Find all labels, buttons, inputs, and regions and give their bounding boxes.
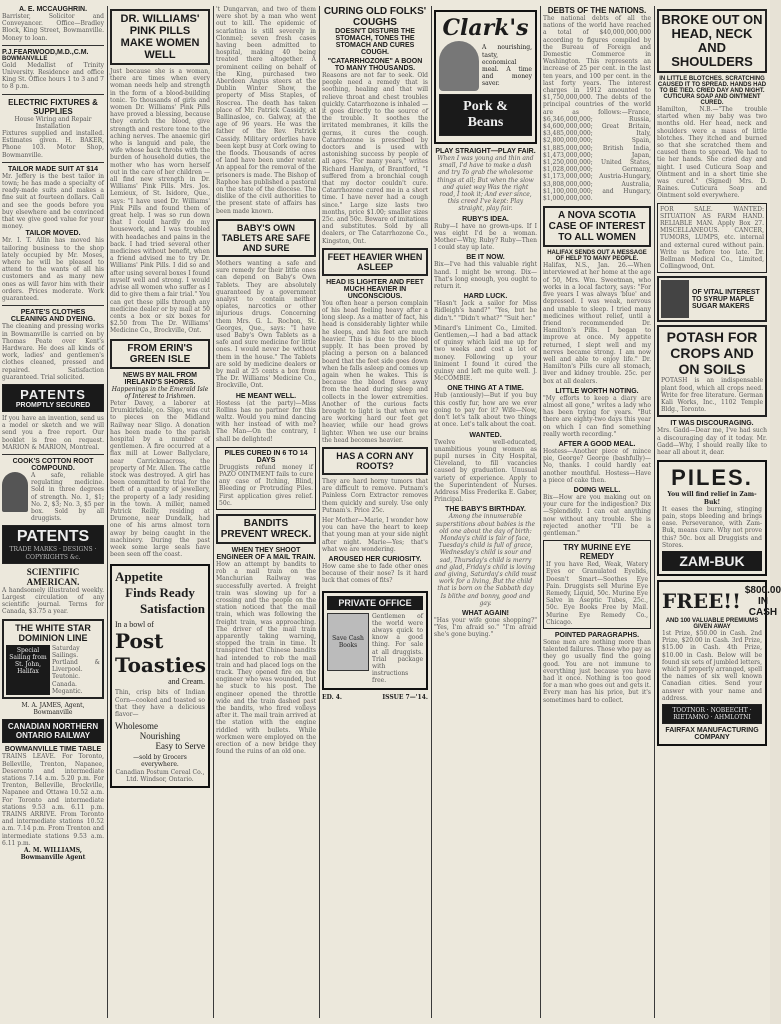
minard-ad: Minard's Liniment Co., Limited. Gentlemen,—I had a bad attack of quinsy which laid me up for two weeks and cost a lot of money. Following up your liniment I found it cured the quinsy and left me quite well. J. McCOMBIE. bbox=[434, 324, 537, 383]
pill-box-icon: Save Cash Books bbox=[327, 613, 369, 671]
agent-line: M. A. JAMES, Agent, Bowmanville bbox=[21, 702, 85, 717]
feet-sub: HEAD IS LIGHTER AND FEET MUCH HEAVIER IN UNCONSCIOUS. bbox=[326, 278, 424, 300]
doing-heading: DOING WELL. bbox=[573, 486, 621, 494]
column-1 bbox=[2, 6, 104, 1018]
small-ads-body: FOR SALE. WANTED: SITUATION AS FARM HAND. RELIABLE MAN. Apply Box 27. MISCELLANEOUS. CANCER, TUMORS, LUMPS, etc. internal and external cured without pain. Write us before too late. Dr. Bellman Medical Co., Limited, Collingwood, Ont. bbox=[660, 205, 764, 271]
electric-heading: ELECTRIC FIXTURES & SUPPLIES bbox=[8, 97, 98, 116]
postum-line-5: Post bbox=[115, 629, 164, 654]
pink-pills-headline: DR. WILLIAMS' PINK PILLS MAKE WOMEN WELL bbox=[120, 13, 200, 61]
doctor-heading: P.J.FEARWOOD,M.D.,C.M. bbox=[2, 48, 89, 56]
advert-body: Barrister, Solicitor and Conveyancer. Office—Bradley Block, King Street, Bowmanville. Money to loan. bbox=[2, 13, 104, 42]
prize-ad bbox=[657, 580, 781, 746]
pointed-body: Some men are nothing more than talented failures. Those who pay as they go usually find the going good. You are not immune to everything just because you have had it once. Nothing is too good for a man who goes out and gets it. Every man has his price, but it's sometimes hard to collect. bbox=[543, 639, 651, 704]
col4-misc: Her Mother—Marie, I wonder how you can have the heart to keep that young man at your side night after night. Marie—Yes; that's what we are wondering. bbox=[322, 516, 428, 553]
erin-body: Peter Davey, a laborer at Drumkirkdale, co. Sligo, was cut to pieces on the Midland Railway near Sligo. A donation has been made to the parish hospital by a number of gentlemen. A fire occurred at a flax mill at Lower Ballyclare, near Carrickmacross, the property of Mr. Allen. The cattle stock was destroyed. A girl has been committed to trial for the theft of a quantity of jewellery, the property of a lady residing in the town. A miller, named Patrick Reilly, residing at Drumone, near Dundalk, had one of his arms almost torn away by being caught in the machinery. During the past week some large seals have been seen off the coast. bbox=[110, 399, 210, 559]
edition-label: ED. 4. bbox=[322, 693, 343, 701]
erin-sub: NEWS BY MAIL FROM IRELAND'S SHORES. bbox=[122, 371, 198, 386]
column-6 bbox=[543, 6, 651, 1018]
col3-mid-heading: HE MEANT WELL. bbox=[235, 392, 297, 400]
coughs-sub: DOESN'T DISTURB THE STOMACH, TONES THE STOMACH AND CURES COUGH. bbox=[335, 28, 415, 56]
patents2-sub: TRADE MARKS · DESIGNS · COPYRIGHTS &c. bbox=[9, 546, 97, 561]
doctor-body: Gold Medallist of Trinity University. Residence and office King St. Office hours 1 to 3 and 7 to 8 p.m. bbox=[2, 61, 104, 91]
hard-heading: HARD LUCK. bbox=[463, 293, 508, 301]
clarks-product: Pork & Beans bbox=[463, 99, 508, 130]
piles-body: It eases the burning, stinging pain, stops bleeding and brings ease. Perseverance, with Zam-Buk, means cure. Why not prove this? 50c. box all Druggists and Stores. bbox=[662, 505, 762, 549]
ruby-heading: RUBY'S IDEA. bbox=[462, 215, 509, 223]
prize-body: 1st Prize, $50.00 in Cash. 2nd Prize, $20.00 in Cash. 3rd Prize, $15.00 in Cash. 4th Prize, $10.00 in Cash. Below will be found six sets of jumbled letters, which if properly arranged, spell the names of six well known Canadian cities. Send your answer with your name and address. bbox=[662, 629, 763, 702]
timetable-body: TRAINS LEAVE. For Toronto, Belleville, Trenton, Napanee, Deseronto and intermediate stations 7.14 a.m. 5.20 p.m. For Trenton, Belleville, Brockville, Napanee and Ottawa 10.52 a.m. For Toronto and intermediate stations 9.53 a.m. 6.11 p.m. TRAINS ARRIVE. From Toronto and intermediate stations 10.52 a.m. 7.14 p.m. From Trenton and intermediate stations 9.53 a.m. 6.11 p.m. bbox=[2, 753, 104, 847]
potash-ad bbox=[657, 325, 767, 417]
what-heading: WHAT AGAIN! bbox=[461, 609, 510, 617]
piles-heading: PILES. bbox=[671, 465, 753, 491]
cuticura-headline: BROKE OUT ON HEAD, NECK AND SHOULDERS bbox=[661, 12, 763, 69]
babys-own-box bbox=[216, 219, 316, 257]
play-body: When I was young and thin and small, I'd have to make a dash and try To grab the wholesome things at all; But when the slow and quiet way Was the right road, I took it; And ever since, this creed I've kept: Play straight, play fair. bbox=[437, 155, 534, 213]
tailor-heading: TAILOR MADE SUIT AT $14 bbox=[7, 165, 99, 173]
lost-body: Hostess—Another piece of mince pie, George? George (bashfully)—No, thanks. I could hardly eat another mouthful. Hostess—Have a piece of cake then. bbox=[543, 447, 651, 484]
chef-figure-icon bbox=[439, 41, 479, 91]
baby-heading: THE BABY'S BIRTHDAY. bbox=[445, 506, 526, 514]
private-office-ad bbox=[322, 591, 428, 690]
babys-own-body: Mothers wanting a safe and sure remedy for their little ones can depend on Baby's Own Tablets. They are absolutely guaranteed by a government analyst to contain neither opiates, narcotics or other injurious drugs. Concerning them Mrs. G. L. Rochon, St. Georges, Que., says: "I have used Baby's Own Tablets as a safe and sure medicine for little ones. I would never be without them in the house." The Tablets are sold by medicine dealers or by mail at 25 cents a box from The Dr. Williams' Medicine Co., Brockville, Ont. bbox=[216, 259, 316, 390]
one-heading: ONE THING AT A TIME. bbox=[447, 385, 524, 393]
coughs-headline: CURING OLD FOLKS' COUGHS bbox=[323, 6, 427, 28]
scientific-heading: SCIENTIFIC AMERICAN. bbox=[26, 566, 80, 587]
little-heading: LITTLE WORTH NOTING. bbox=[555, 387, 639, 395]
postum-maker: Canadian Postum Cereal Co., Ltd. Windsor, Ontario. bbox=[115, 768, 205, 783]
electric-sub: House Wiring and Repair Installation bbox=[14, 115, 92, 130]
clarks-ad bbox=[434, 10, 537, 144]
woman-portrait-icon bbox=[2, 472, 28, 512]
prize-amount: $800.00 IN CASH bbox=[744, 584, 781, 618]
column-2 bbox=[110, 6, 210, 1018]
nova-box bbox=[543, 206, 651, 247]
murine-heading: TRY MURINE EYE REMEDY bbox=[563, 543, 631, 562]
postum-line-6: Toasties bbox=[115, 653, 206, 678]
one-body: Hub (anxiously)—But if you buy this costly fur, how are we ever going to pay for it? Wife—Now, don't let's talk about two things at once. Let's talk about the coat. bbox=[434, 392, 537, 429]
column-rule bbox=[540, 6, 541, 1018]
zambuk-logo: ZAM-BUK bbox=[662, 551, 762, 571]
corn-box bbox=[322, 447, 428, 475]
play-heading: PLAY STRAIGHT—PLAY FAIR. bbox=[435, 148, 536, 155]
jumbled-text: TOOTNOR · NOBEECHT · RIETAMNO · AHMLOTNI bbox=[672, 706, 752, 722]
private-office-body: Gentlemen of the world were always quick to know a good thing. For sale at all druggists. Trial package with instructions free. bbox=[372, 612, 423, 685]
feet-headline: FEET HEAVIER WHEN ASLEEP bbox=[327, 251, 423, 272]
lost-heading: AFTER A GOOD MEAL. bbox=[558, 440, 636, 448]
patents-subtitle: PROMPTLY SECURED bbox=[15, 401, 91, 409]
cuticura-box bbox=[657, 9, 767, 73]
bandits-body: How an attempt by bandits to rob a mail train on the Manchurian Railway was successfully averted. A freight train was slowing up for a crossing and the people on the station noticed that the mail train, which was following the freight train, was approaching. The driver of the mail train apparently taking warning, stopped the train in time. It transpired that Chinese bandits had intended to rob the mail train and had placed logs on the track. They opened fire on the engineer who was wounded, but he stuck to his post. The engineer opened the throttle wide and the train dashed past the bandits, who fired volleys after it. The mail train arrived at the station with the engine riddled with bullets. While workmen were employed on the erection of a new bridge they found the ruins of an old one. bbox=[216, 560, 316, 756]
pointed-heading: POINTED PARAGRAPHS. bbox=[554, 632, 640, 640]
white-star-ad bbox=[2, 619, 104, 699]
postum-line-4: In a bowl of bbox=[115, 620, 154, 630]
electric-body: Fixtures supplied and installed. Estimates given. H. BAKER, Phone 103. Motor Shop, Bowmanville. bbox=[2, 130, 104, 159]
tailor-body: Mr. Jeffery is the best tailor in town; he has made a specialty of ready-made suits and makes a fine suit at fourteen dollars. Call and see the goods before you buy elsewhere and be convinced that we give good value for your money. bbox=[2, 172, 104, 231]
discouraging-body: Mrs. Gadd—Dear me, I've had such a discouraging day of it today. Mr. Gadd—Why, I should really like to hear all about it, dear. bbox=[657, 427, 767, 457]
corn-body: They are hard horny tumors that are difficult to remove. Putnam's Painless Corn Extractor removes them quickly and surely. Use only Putnam's. Price 25c. bbox=[322, 477, 428, 514]
issue-label: ISSUE 7—'14. bbox=[382, 693, 428, 701]
column-rule bbox=[107, 6, 108, 1018]
nova-headline: A NOVA SCOTIA CASE OF INTEREST TO ALL WOMEN bbox=[548, 210, 646, 244]
cook-heading: COOK'S COTTON ROOT COMPOUND. bbox=[12, 457, 94, 472]
patents-ad bbox=[2, 384, 104, 412]
postum-line-9: Nourishing bbox=[139, 731, 181, 742]
patents-body: If you have an invention, send us a model or sketch and we will send you a free report. Our booklet is free on request. MARION & MARION, Montreal. bbox=[2, 414, 104, 451]
syrup-heading: OF VITAL INTEREST TO SYRUP MAPLE SUGAR MAKERS bbox=[692, 288, 760, 310]
bandits-headline: BANDITS PREVENT WRECK. bbox=[220, 517, 312, 540]
patents-title: PATENTS bbox=[20, 386, 86, 402]
little-body: "My efforts to keep a diary are almost all gone," writes a lady who has been trying for years. "But there are eighty-two days this year on which I can find something really worth recording." bbox=[543, 394, 651, 438]
col3-mid-body: Hostess (at the party)—Miss Rollins has no partner for this waltz. Would you mind dancing with her instead of with me? The Man—On the contrary, I shall be delighted! bbox=[216, 399, 316, 443]
cook-body: A safe, reliable regulating medicine. Sold in three degrees of strength. No. 1, $1; No. 2, $3; No. 3, $5 per box. Sold by all druggists. bbox=[31, 471, 104, 523]
postum-body: Thin, crisp bits of Indian Corn—cooked and toasted so that they have a delicious flavor— bbox=[115, 689, 205, 718]
scientific-body: A handsomely illustrated weekly. Largest circulation of any scientific journal. Terms for Canada, $3.75 a year. bbox=[2, 586, 104, 616]
postum-line-2: Finds Ready bbox=[125, 585, 195, 601]
patents2-ad bbox=[2, 525, 104, 563]
column-7 bbox=[657, 6, 781, 1018]
clarks-can bbox=[439, 94, 532, 136]
prize-sub: AND 100 VALUABLE PREMIUMS GIVEN AWAY bbox=[665, 617, 759, 630]
jumbled-box bbox=[662, 704, 762, 724]
zambuk-ad bbox=[657, 460, 767, 576]
cuticura-sub: IN LITTLE BLOTCHES. SCRATCHING CAUSED IT TO SPREAD. HANDS HAD TO BE TIED. CRIED DAY AND NIGHT. CUTICURA SOAP AND OINTMENT CURED. bbox=[657, 76, 767, 106]
clarks-desc: A nourishing, tasty, economical meal. A time and money saver. bbox=[482, 44, 532, 88]
col3-small-ad-title: PILES CURED IN 6 TO 14 DAYS bbox=[224, 449, 308, 464]
small-ads-box bbox=[657, 203, 767, 274]
murine-ad bbox=[543, 540, 651, 629]
issue-line bbox=[322, 694, 428, 701]
bandits-box bbox=[216, 514, 316, 544]
syrup-ad bbox=[657, 276, 767, 322]
patents2-title: PATENTS bbox=[16, 528, 90, 546]
cnor-title: CANADIAN NORTHERN ONTARIO RAILWAY bbox=[7, 722, 99, 741]
postum-line-3: Satisfaction bbox=[140, 601, 205, 617]
williams-line: A. M. WILLIAMS, Bowmanville Agent bbox=[20, 847, 86, 862]
baby-body: Among the innumerable superstitions about babies is the old one about the day of birth: Monday's child is fair of face, Tuesday's child is full of grace, Wednesday's child is sour and sad, Thursday's child is merry and glad, Friday's child is loving and giving, Saturday's child must work for a living, But the child that is born on the Sabbath day Is blithe and bonny, good and gay. bbox=[434, 513, 537, 607]
wanted-heading: WANTED. bbox=[469, 431, 502, 439]
catarrh-headline: "CATARRHOZONE" A BOON TO MANY THOUSANDS. bbox=[327, 58, 423, 72]
column-rule bbox=[431, 6, 432, 1018]
erin-sub2: Happenings in the Emerald Isle of Interest to Irishmen. bbox=[111, 385, 209, 400]
doctor-town: BOWMANVILLE bbox=[2, 55, 48, 62]
free-heading: FREE!! bbox=[662, 589, 741, 614]
peate-body: The cleaning and pressing works in Bowmanville is carried on by Thomas Peate over Kent's Hardware. He does all kinds of work, ladies' and gentlemen's clothes cleaned, pressed and repaired. Satisfaction guaranteed. Trial solicited. bbox=[2, 323, 104, 381]
col3-top-body: 't Dungarvan, and two of them were shot by a man who went out to kill. The epidemic of scarlatina is still severely in Clonmel; seven fresh cases having been admitted to hospital, making 40 being treated there altogether. A prominent ceiling on behalf of the King, purchased two Aberdeen Angus steers at the Dublin Winter Show, the property of Miss Staples, of Roscrea. The death has taken place of Mr. Patrick Cassidy, at Ballinasloe, co. Galway, at the age of 96 years. He was the father of the Rev. Patrick Cassidy. Military orderlies have been kept busy at Cork owing to the floods. Thousands of acres of land have been under water. An appeal for the removal of the prisoners is made. The Bishop of Raphoe has published a pastoral on the state of the diocese. The dislike of the civil authorities to the present state of affairs has been made known. bbox=[216, 6, 316, 215]
column-3 bbox=[216, 6, 316, 1018]
peate-heading: PEATE'S CLOTHES CLEANING AND DYEING. bbox=[10, 309, 96, 324]
bunt-body: Bix—I've had this valuable right hand. I might be wrong. Dix—That's long enough, you ought to return it. bbox=[434, 261, 537, 291]
pink-pills-body: Just because she is a woman, there are times when every woman needs help and strength in the form of a blood-building tonic. To thousands of girls and women Dr. Williams' Pink Pills have proved a blessing, because they enrich the blood, give strength and restore tone to the aching nerves. The anaemic girl who is languid and pale, the wife whose back throbs with the burden of household duties, the mother who has worn herself out in the care of her children — all find new strength in Dr. Williams' Pink Pills. Mrs. Jos. Lemieux, of St. Isidore, Que., says: "I have used Dr. Williams' Pink Pills and found them of great help. I was so run down that I could hardly do my housework, and I was troubled with headaches and pains in the back. I had tried several other medicines without benefit, when a friend advised me to try Dr. Williams' Pink Pills. I did so and after using several boxes I found myself well and strong. I would advise all women who suffer as I did to give them a fair trial." You can get these pills through any medicine dealer or by mail at 50 cents a box or six boxes for $2.50 from The Dr. Williams' Medicine Co., Brockville, Ont. bbox=[110, 68, 210, 335]
doing-body: Bix—How are you making out on your cure for the indigestion? Dix—Splendidly. I can eat anything now without any trouble. She is rejected another "I'll be a gentleman." bbox=[543, 493, 651, 537]
col3-small-ad bbox=[216, 447, 316, 510]
timetable-heading: BOWMANVILLE TIME TABLE bbox=[4, 746, 102, 754]
cuticura-body: Hamilton, N.B.—"The trouble started when my baby was two months old. Her head, neck and shoulders were a mass of little blotches. They itched and burned so that she scratched them and caused them to spread. We had to tie her hands. She cried day and night. I used Cuticura Soap and Ointment and in a short time she was cured." (Signed) Mrs. D. Raines. Cuticura Soap and Ointment sold everywhere. bbox=[657, 106, 767, 200]
column-rule bbox=[319, 6, 320, 1018]
wanted-body: Twelve well-educated, unambitious young women as pupil nurses in City Hospital, Cleveland, to fill vacancies caused by graduation. Unusual variety of experience. Apply to the Superintendent of Nurses. Address Miss Frederika E. Gaber, Principal. bbox=[434, 438, 537, 504]
hard-body: "Hasn't Jack a sailor for Miss Ridleigh's hand?" "Yes, but he didn't." "Didn't what?" "Suit her." bbox=[434, 300, 537, 322]
potash-body: POTASH is an indispensable plant food, which all crops need. Write for free literature. German Kali Works, Inc., 1102 Temple Bldg., Toronto. bbox=[661, 377, 763, 414]
erin-headline-box bbox=[110, 339, 210, 369]
tailor-moved-heading: TAILOR MOVED. bbox=[25, 230, 81, 238]
white-star-services: Special Sailing from St. John, Halifax bbox=[6, 645, 50, 695]
cnor-ad bbox=[2, 719, 104, 743]
bunt-heading: BE IT NOW. bbox=[466, 254, 505, 262]
advert-heading: A. E. MCCAUGHRIN. bbox=[18, 6, 88, 13]
murine-body: If you have Red, Weak, Watery Eyes or Granulated Eyelids, Doesn't Smart—Soothes Eye Pain. Druggists sell Murine Eye Remedy, Liquid, 50c. Murine Eye Salve in Aseptic Tubes, 25c., 50c. Eye Books Free by Mail. Murine Eye Remedy Co., Chicago. bbox=[546, 561, 648, 626]
erin-headline: FROM ERIN'S GREEN ISLE bbox=[127, 342, 193, 365]
what-body: "Has your wife gone shopping?" "Yes, I'm afraid so." "I'm afraid she's gone buying." bbox=[434, 616, 537, 639]
col4-curious-heading: AROUSED HER CURIOSITY. bbox=[328, 555, 422, 563]
white-star-title: THE WHITE STAR DOMINION LINE bbox=[15, 622, 91, 643]
cook-ad bbox=[2, 472, 104, 522]
clarks-logo: Clark's bbox=[442, 15, 529, 41]
maker-line: FAIRFAX MANUFACTURING COMPANY bbox=[665, 727, 759, 742]
potash-heading: POTASH FOR CROPS AND ON SOILS bbox=[666, 329, 758, 378]
ruby-body: Ruby—I have no grown-ups. If I was eight I'd be a woman. Mother—Why, Ruby? Ruby—Then I could stay up late. bbox=[434, 222, 537, 252]
col3-small-ad-body: Druggists refund money if PAZO OINTMENT fails to cure any case of Itching, Blind, Bleeding or Protruding Piles. First application gives relief. 50c. bbox=[219, 463, 313, 507]
babys-own-headline: BABY'S OWN TABLETS ARE SAFE AND SURE bbox=[221, 222, 311, 253]
bandits-sub: WHEN THEY SHOOT ENGINEER OF A MAIL TRAIN. bbox=[216, 546, 316, 561]
post-toasties-ad bbox=[110, 564, 210, 788]
private-office-title: PRIVATE OFFICE bbox=[327, 596, 423, 610]
discouraging-heading: IT WAS DISCOURAGING. bbox=[670, 420, 754, 428]
postum-line-1: Appetite bbox=[115, 569, 163, 585]
column-rule bbox=[654, 6, 655, 1018]
tailor-moved-body: Mr. I. T. Allin has moved his tailoring business to the shop lately occupied by Mr. Moses, where he will be pleased to attend to the wants of all his customers and as many new ones as will favor him with their orders. Prices moderate. Work guaranteed. bbox=[2, 237, 104, 303]
postum-line-8: Wholesome bbox=[115, 721, 158, 732]
column-4 bbox=[322, 6, 428, 1018]
column-rule bbox=[213, 6, 214, 1018]
col4-curious-body: How came she to fade other ones because of their nose? Is it hard luck that comes of fits? bbox=[322, 562, 428, 585]
feet-body: You often hear a person complain of his head feeling heavy after a long sleep. As a matter of fact, his head is considerably lighter while he sleeps, and his feet are much heavier. This is due to the blood supply. It has been proved by placing a person on a balanced board that the feet side goes down when he falls asleep and comes up again when he wakes. This is because the blood flows away from the head during sleep and collects in the lower extremities. Another of the curious facts brought to light is that when we are working hard our feet get heavier, while our head grows lighter. When we use our brains the head becomes heavier. bbox=[322, 299, 428, 444]
nova-sub: HALIFAX SENDS OUT A MESSAGE OF HELP TO MANY PEOPLE. bbox=[547, 250, 647, 263]
white-star-body: Saturday Sailings. Portland & Liverpool. Teutonic. Canada. Megantic. bbox=[52, 644, 100, 695]
debts-heading: DEBTS OF THE NATIONS. bbox=[547, 6, 647, 15]
postum-line-10: Easy to Serve bbox=[155, 741, 205, 752]
debts-body: The national debts of all the nations of the world have reached a total of $40,000,000,000 according to figures compiled by the Bureau of Foreign and Domestic Commerce in Washington. This represents an increase of 25 per cent. in the last ten years, and 100 per cent. in the last forty years. The interest charges in 1912 amounted to $1,750,000,000. The debts of the principal countries of the world are as follows:—France, $6,346,000,000; Russia, $4,600,000,000; Great Britain, $3,485,000,000; Italy, $2,800,000,000; Spain, $1,885,000,000; British India, $1,473,000,000; Japan, $1,250,000,000; United States, $1,028,000,000; Germany, $1,173,000,000; Austria-Hungary, $3,808,000,000; Australia, $1,100,000,000; and Hungary, $1,000,000,000. bbox=[543, 15, 651, 203]
feet-box bbox=[322, 248, 428, 276]
postum-line-11: —sold by Grocers everywhere. bbox=[133, 754, 187, 769]
maple-leaf-icon bbox=[661, 280, 689, 318]
nova-body: Halifax, N.S., Jan. 26.—When interviewed at her home at the age of 50, Mrs. Wm. Sweetman, who works in a local factory, says: "For five years I was always 'blue' and depressed. I was weak, nervous and unable to sleep. I tried many medicines without relief, until a friend recommended Dr. Hamilton's Pills. I began to improve at once. My appetite returned, I slept well and my nerves became strong. I am now well and able to enjoy life." Dr. Hamilton's Pills cure all stomach, liver and kidney trouble. 25c. per box at all dealers. bbox=[543, 262, 651, 385]
postum-line-7: and Cream. bbox=[168, 677, 205, 687]
column-5 bbox=[434, 6, 537, 1018]
coughs-body: Reasons are not far to seek. Old people need a remedy that is soothing, healing and that will relieve throat and chest troubles quickly. Catarrhozone is inhaled — it goes directly to the source of the trouble. It soothes the irritated membranes, it kills the germs, it cures the cough. Catarrhozone is prescribed by doctors and is used with astonishing success by people of all ages. "For many years," writes Richard Hamlyn, of Brantford, "I suffered from a bronchial cough that my doctor couldn't cure. Catarrhozone cured me in a short time. I have never had a cough since." Large size lasts two months, price $1.00; smaller sizes 25c. and 50c. Beware of imitations and substitutes. Sold by all dealers, or The Catarrhozone Co., Kingston, Ont. bbox=[322, 72, 428, 245]
piles-sub: You will find relief in Zam-Buk! bbox=[667, 491, 757, 506]
corn-headline: HAS A CORN ANY ROOTS? bbox=[336, 450, 414, 471]
pink-pills-headline-box bbox=[110, 9, 210, 65]
